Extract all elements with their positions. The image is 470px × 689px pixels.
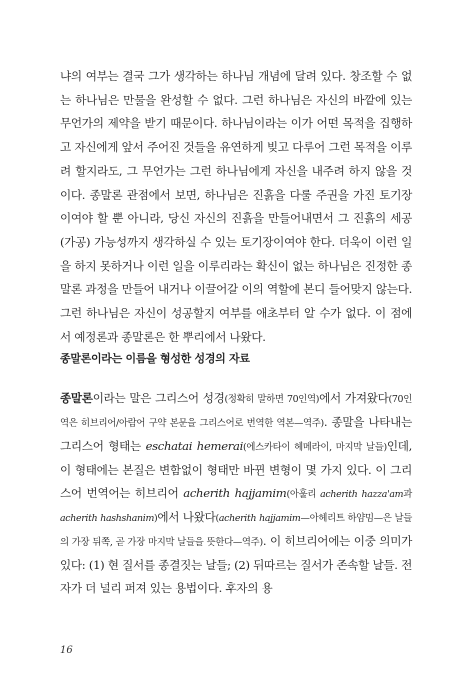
greek-term: eschatai hemerai <box>145 439 244 453</box>
term-eschatology: 종말론 <box>60 391 93 405</box>
body-paragraph-1: 냐의 여부는 결국 그가 생각하는 하나님 개념에 달려 있다. 창조할 수 없는 하나님은 만물을 완성할 수 없다. 그런 하나님은 자신의 바깥에 있는 무언가의 제약을 받기 때문이다. 하나님이라는 이가 어떤 목적을 집행하고 자신에게 앞서 주어진 것들을 유연하게 빚고 다루어 그런 목적을 이루려 할지라도, 그 무언가는 그런 하나님에게 자신을 내주려 하지 않을 것이다. 종말론 관점에서 보면, 하나님은 진흙을 다룰 주권을 가진 토기장이여야 할 뿐 아니라, 당신 자신의 진흙을 만들어내면서 그 진흙의 세공(가공) 가능성까지 생각하실 수 있는 토기장이여야 한다. 더욱이 이런 일을 하지 못하거나 이런 일을 이루리라는 확신이 없는 하나님은 진정한 종말론 과정을 만들어 내거나 이끌어갈 이의 역할에 본디 들어맞지 않는다. 그런 하나님은 자신이 성공할지 여부를 애초부터 알 수가 없다. 이 점에서 예정론과 종말론은 한 뿌리에서 나왔다. <box>60 69 412 344</box>
para2-text-4: 인데, 이 형태에는 본질은 변함없이 형태만 바뀐 변형이 몇 가지 있다. 이 그리스어 번역어는 히브리어 <box>60 439 412 500</box>
para2-small-2: (70인역은 히브리어/아람어 구약 본문을 그리스어로 번역한 역본—역주) <box>60 394 412 429</box>
hebrew-term-2: acherith hazza'am <box>320 489 404 500</box>
para2-small-3: (에스카타이 헤메라이, 마지막 날들) <box>243 442 387 453</box>
hebrew-term-3: acherith hashshanim <box>60 513 155 524</box>
para2-small-4: (아훌리 <box>286 489 321 500</box>
para2-small-5: 과 <box>403 489 413 500</box>
para2-small-1: (정확히 말하면 70인역) <box>224 394 320 405</box>
para2-text-1: 이라는 말은 그리스어 성경 <box>92 391 225 405</box>
page-number: 16 <box>60 645 73 656</box>
section-heading: 종말론이라는 이름을 형성한 성경의 자료 <box>60 352 250 365</box>
hebrew-term-1: acherith hajjamim <box>183 486 287 500</box>
para2-small-7: ( <box>215 513 219 524</box>
hebrew-term-4: acherith hajjamim <box>218 513 301 524</box>
para2-text-3: . 종말을 나타내는 그리스어 형태는 <box>60 415 412 453</box>
para2-text-2: 에서 가져왔다 <box>319 391 389 405</box>
para2-small-8: —아헤리트 하얌밈—은 날들의 가장 뒤쪽, 곧 가장 마지막 날들을 뜻한다—역주) <box>60 513 412 548</box>
para2-text-5: 에서 나왔다 <box>157 510 216 524</box>
para2-small-6: ) <box>154 513 158 524</box>
para2-text-6: . 이 히브리어에는 이중 의미가 있다: (1) 현 질서를 종결짓는 날들; (2) 뒤따르는 질서가 존속할 날들. 전자가 더 널리 퍼져 있는 용법이다. 후자의 용 <box>60 534 412 595</box>
body-paragraph-2 <box>60 387 412 600</box>
